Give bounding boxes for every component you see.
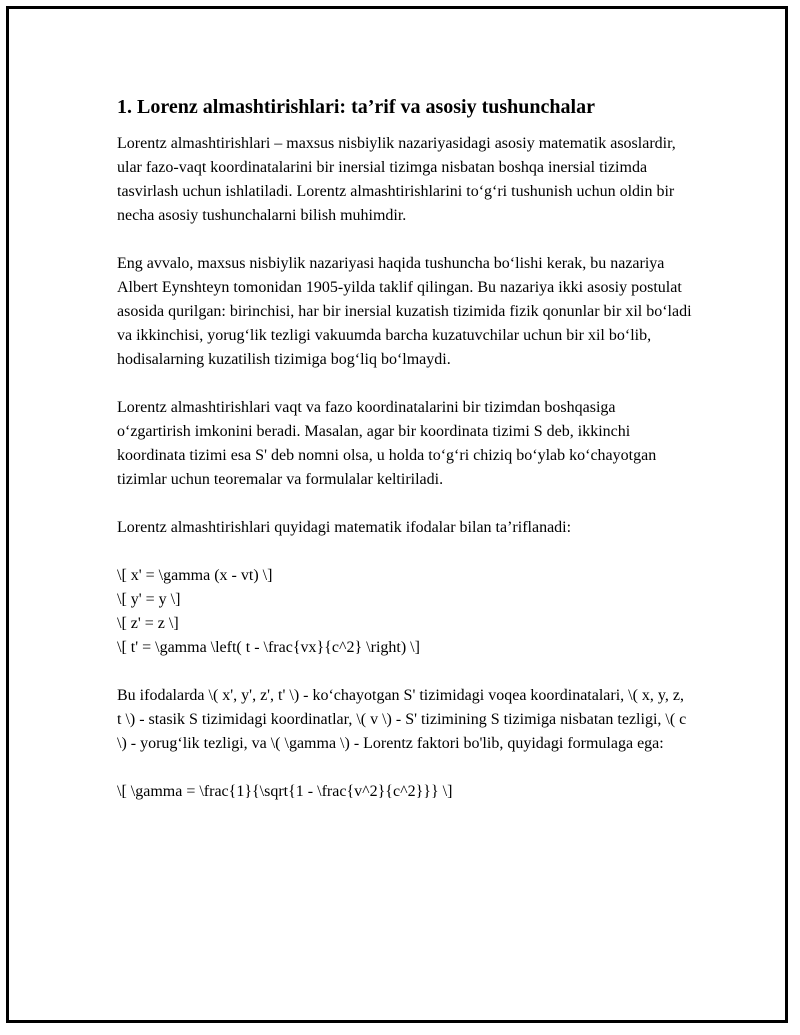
equation-block (117, 564, 692, 660)
paragraph-formulas-intro: Lorentz almashtirishlari quyidagi matematik ifodalar bilan ta’riflanadi: (117, 519, 572, 536)
paragraph-relativity: Eng avvalo, maxsus nisbiylik nazariyasi haqida tushuncha bo‘lishi kerak, bu nazariya Albert Eynshteyn tomonidan 1905-yilda taklif qilingan. Bu nazariya ikki asosiy postulat asosida qurilgan: birinchisi, har bir inersial kuzatish tizimida fizik qonunlar bir xil bo‘ladi va ikkinchisi, yorug‘lik tezligi vakuumda barcha kuzatuvchilar uchun bir xil bo‘lib, hodisalarning kuzatilish tizimiga bog‘liq bo‘lmaydi. (117, 255, 692, 368)
paragraph-explanation: Bu ifodalarda \( x', y', z', t' \) - ko‘chayotgan S' tizimidagi voqea koordinatalari, \( x, y, z, t \) - stasik S tizimidagi koordinatlar, \( v \) - S' tizimining S tizimiga nisbatan tezligi, \( c \) - yorug‘lik tezligi, va \( \gamma \) - Lorentz faktori bo'lib, quyidagi formulaga ega: (117, 687, 687, 752)
equation-y: \[ y' = y \] (117, 591, 181, 608)
equation-z: \[ z' = z \] (117, 615, 179, 632)
equation-gamma: \[ \gamma = \frac{1}{\sqrt{1 - \frac{v^2}{c^2}}} \] (117, 783, 453, 800)
equation-t: \[ t' = \gamma \left( t - \frac{vx}{c^2} \right) \] (117, 639, 420, 656)
document-body (117, 94, 692, 804)
paragraph-transform: Lorentz almashtirishlari vaqt va fazo koordinatalarini bir tizimdan boshqasiga o‘zgartirish imkonini beradi. Masalan, agar bir koordinata tizimi S deb, ikkinchi koordinata tizimi esa S' deb nomni olsa, u holda to‘g‘ri chiziq bo‘ylab ko‘chayotgan tizimlar uchun teoremalar va formulalar keltiriladi. (117, 399, 657, 488)
section-title: 1. Lorenz almashtirishlari: ta’rif va asosiy tushunchalar (117, 96, 595, 118)
equation-x: \[ x' = \gamma (x - vt) \] (117, 567, 273, 584)
paragraph-intro: Lorentz almashtirishlari – maxsus nisbiylik nazariyasidagi asosiy matematik asoslardir, ular fazo-vaqt koordinatalarini bir inersial tizimga nisbatan boshqa inersial tizimda tasvirlash uchun ishlatiladi. Lorentz almashtirishlarini to‘g‘ri tushunish uchun oldin bir necha asosiy tushunchalarni bilish muhimdir. (117, 135, 676, 224)
